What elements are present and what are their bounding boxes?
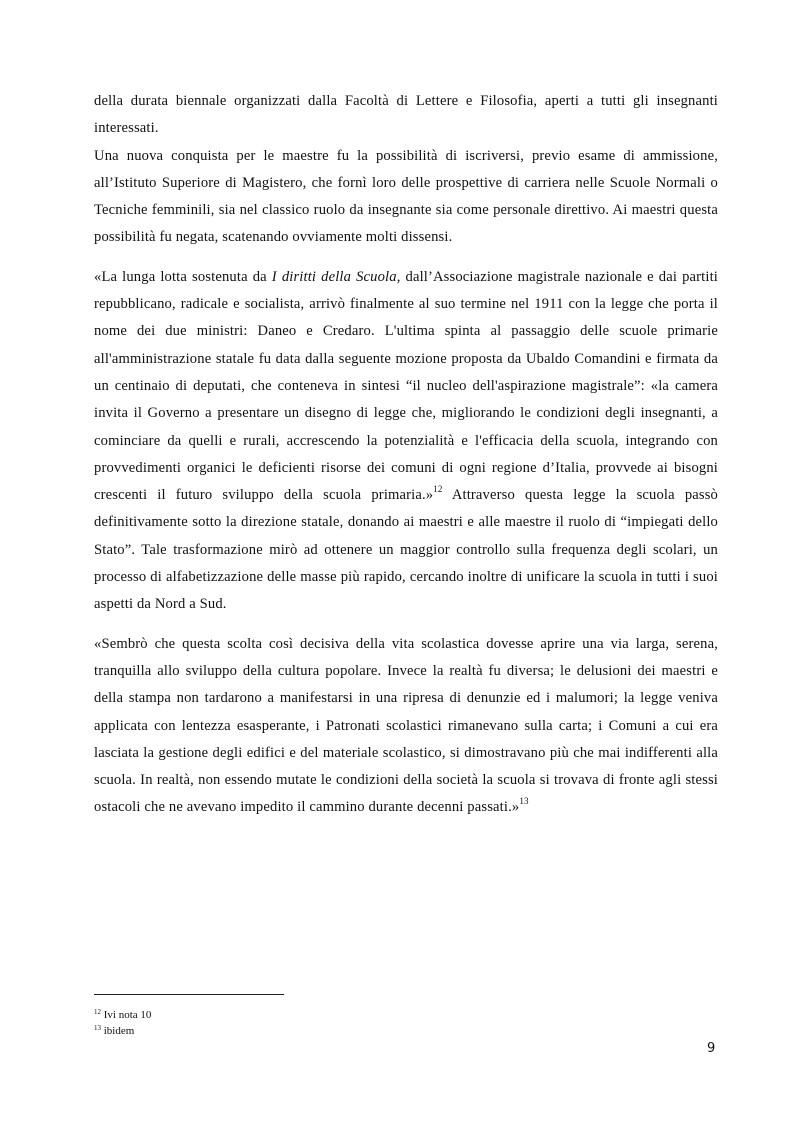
paragraph-2 <box>94 143 718 252</box>
footnote-item <box>94 1023 151 1039</box>
footnote-number: 13 <box>94 1024 101 1032</box>
paragraph-4-text: «Sembrò che questa scolta così decisiva della vita scolastica dovesse aprire una via larga, serena, tranquilla allo sviluppo della cultura popolare. Invece la realtà fu diversa; le delusioni dei maestri e della stampa non tardarono a manifestarsi in una ripresa di denunzie ed i malumori; la legge veniva applicata con lentezza esasperante, i Patronati scolastici rimanevano sulla carta; i Comuni a cui era lasciata la gestione degli edifici e del materiale scolastico, si dimostravano più che mai indifferenti alla scuola. In realtà, non essendo mutate le condizioni della società la scuola si trovava di fronte agli stessi ostacoli che ne avevano impedito il cammino durante decenni passati.» <box>94 635 718 816</box>
paragraph-1 <box>94 88 718 143</box>
footnote-ref-13[interactable]: 13 <box>519 796 529 807</box>
footnotes <box>94 1007 151 1039</box>
footnote-item <box>94 1007 151 1023</box>
page-number: 9 <box>707 1041 716 1056</box>
paragraph-3-text-c: Attraverso questa legge la scuola passò definitivamente sotto la direzione statale, donando ai maestri e alle maestre il ruolo di “impiegati dello Stato”. Tale trasformazione mirò ad ottenere un maggior controllo sulla frequenza degli scolari, un processo di alfabetizzazione delle masse più rapido, cercando inoltre di unificare la scuola in tutti i suoi aspetti da Nord a Sud. <box>94 487 718 613</box>
paragraph-3-text-b: , dall’Associazione magistrale nazionale e dai partiti repubblicano, radicale e socialista, arrivò finalmente al suo termine nel 1911 con la legge che porta il nome dei due ministri: Daneo e Credaro. L'ultima spinta al passaggio delle scuole primarie all'amministrazione statale fu data dalla seguente mozione proposta da Ubaldo Comandini e firmata da un centinaio di deputati, che conteneva in sintesi “il nucleo dell'aspirazione magistrale”: «la camera invita il Governo a presentare un disegno di legge che, migliorando le condizioni degli insegnanti, a cominciare da quelli e rurali, accrescendo la potenzialità e l'efficacia della scuola, integrando con provvedimenti organici le deficienti risorse dei comuni di ogni regione d’Italia, provvede ai bisogni crescenti il futuro sviluppo della scuola primaria.» <box>94 268 718 504</box>
page-body <box>94 88 718 822</box>
footnote-text: ibidem <box>103 1025 135 1037</box>
footnote-text: Ivi nota 10 <box>103 1009 152 1021</box>
paragraph-1-text: della durata biennale organizzati dalla Facoltà di Lettere e Filosofia, aperti a tutti gli insegnanti interessati. <box>94 93 718 137</box>
paragraph-3-text-a: «La lunga lotta sostenuta da <box>94 268 272 285</box>
paragraph-3 <box>94 264 718 619</box>
footnote-divider <box>94 994 284 995</box>
footnote-ref-12[interactable]: 12 <box>433 484 443 495</box>
journal-title: I diritti della Scuola <box>271 268 397 285</box>
paragraph-4 <box>94 631 718 822</box>
footnote-number: 12 <box>94 1008 101 1016</box>
paragraph-2-text: Una nuova conquista per le maestre fu la possibilità di iscriversi, previo esame di ammissione, all’Istituto Superiore di Magistero, che fornì loro delle prospettive di carriera nelle Scuole Normali o Tecniche femminili, sia nel classico ruolo da insegnante sia come personale direttivo. Ai maestri questa possibilità fu negata, scatenando ovviamente molti dissensi. <box>94 147 718 246</box>
